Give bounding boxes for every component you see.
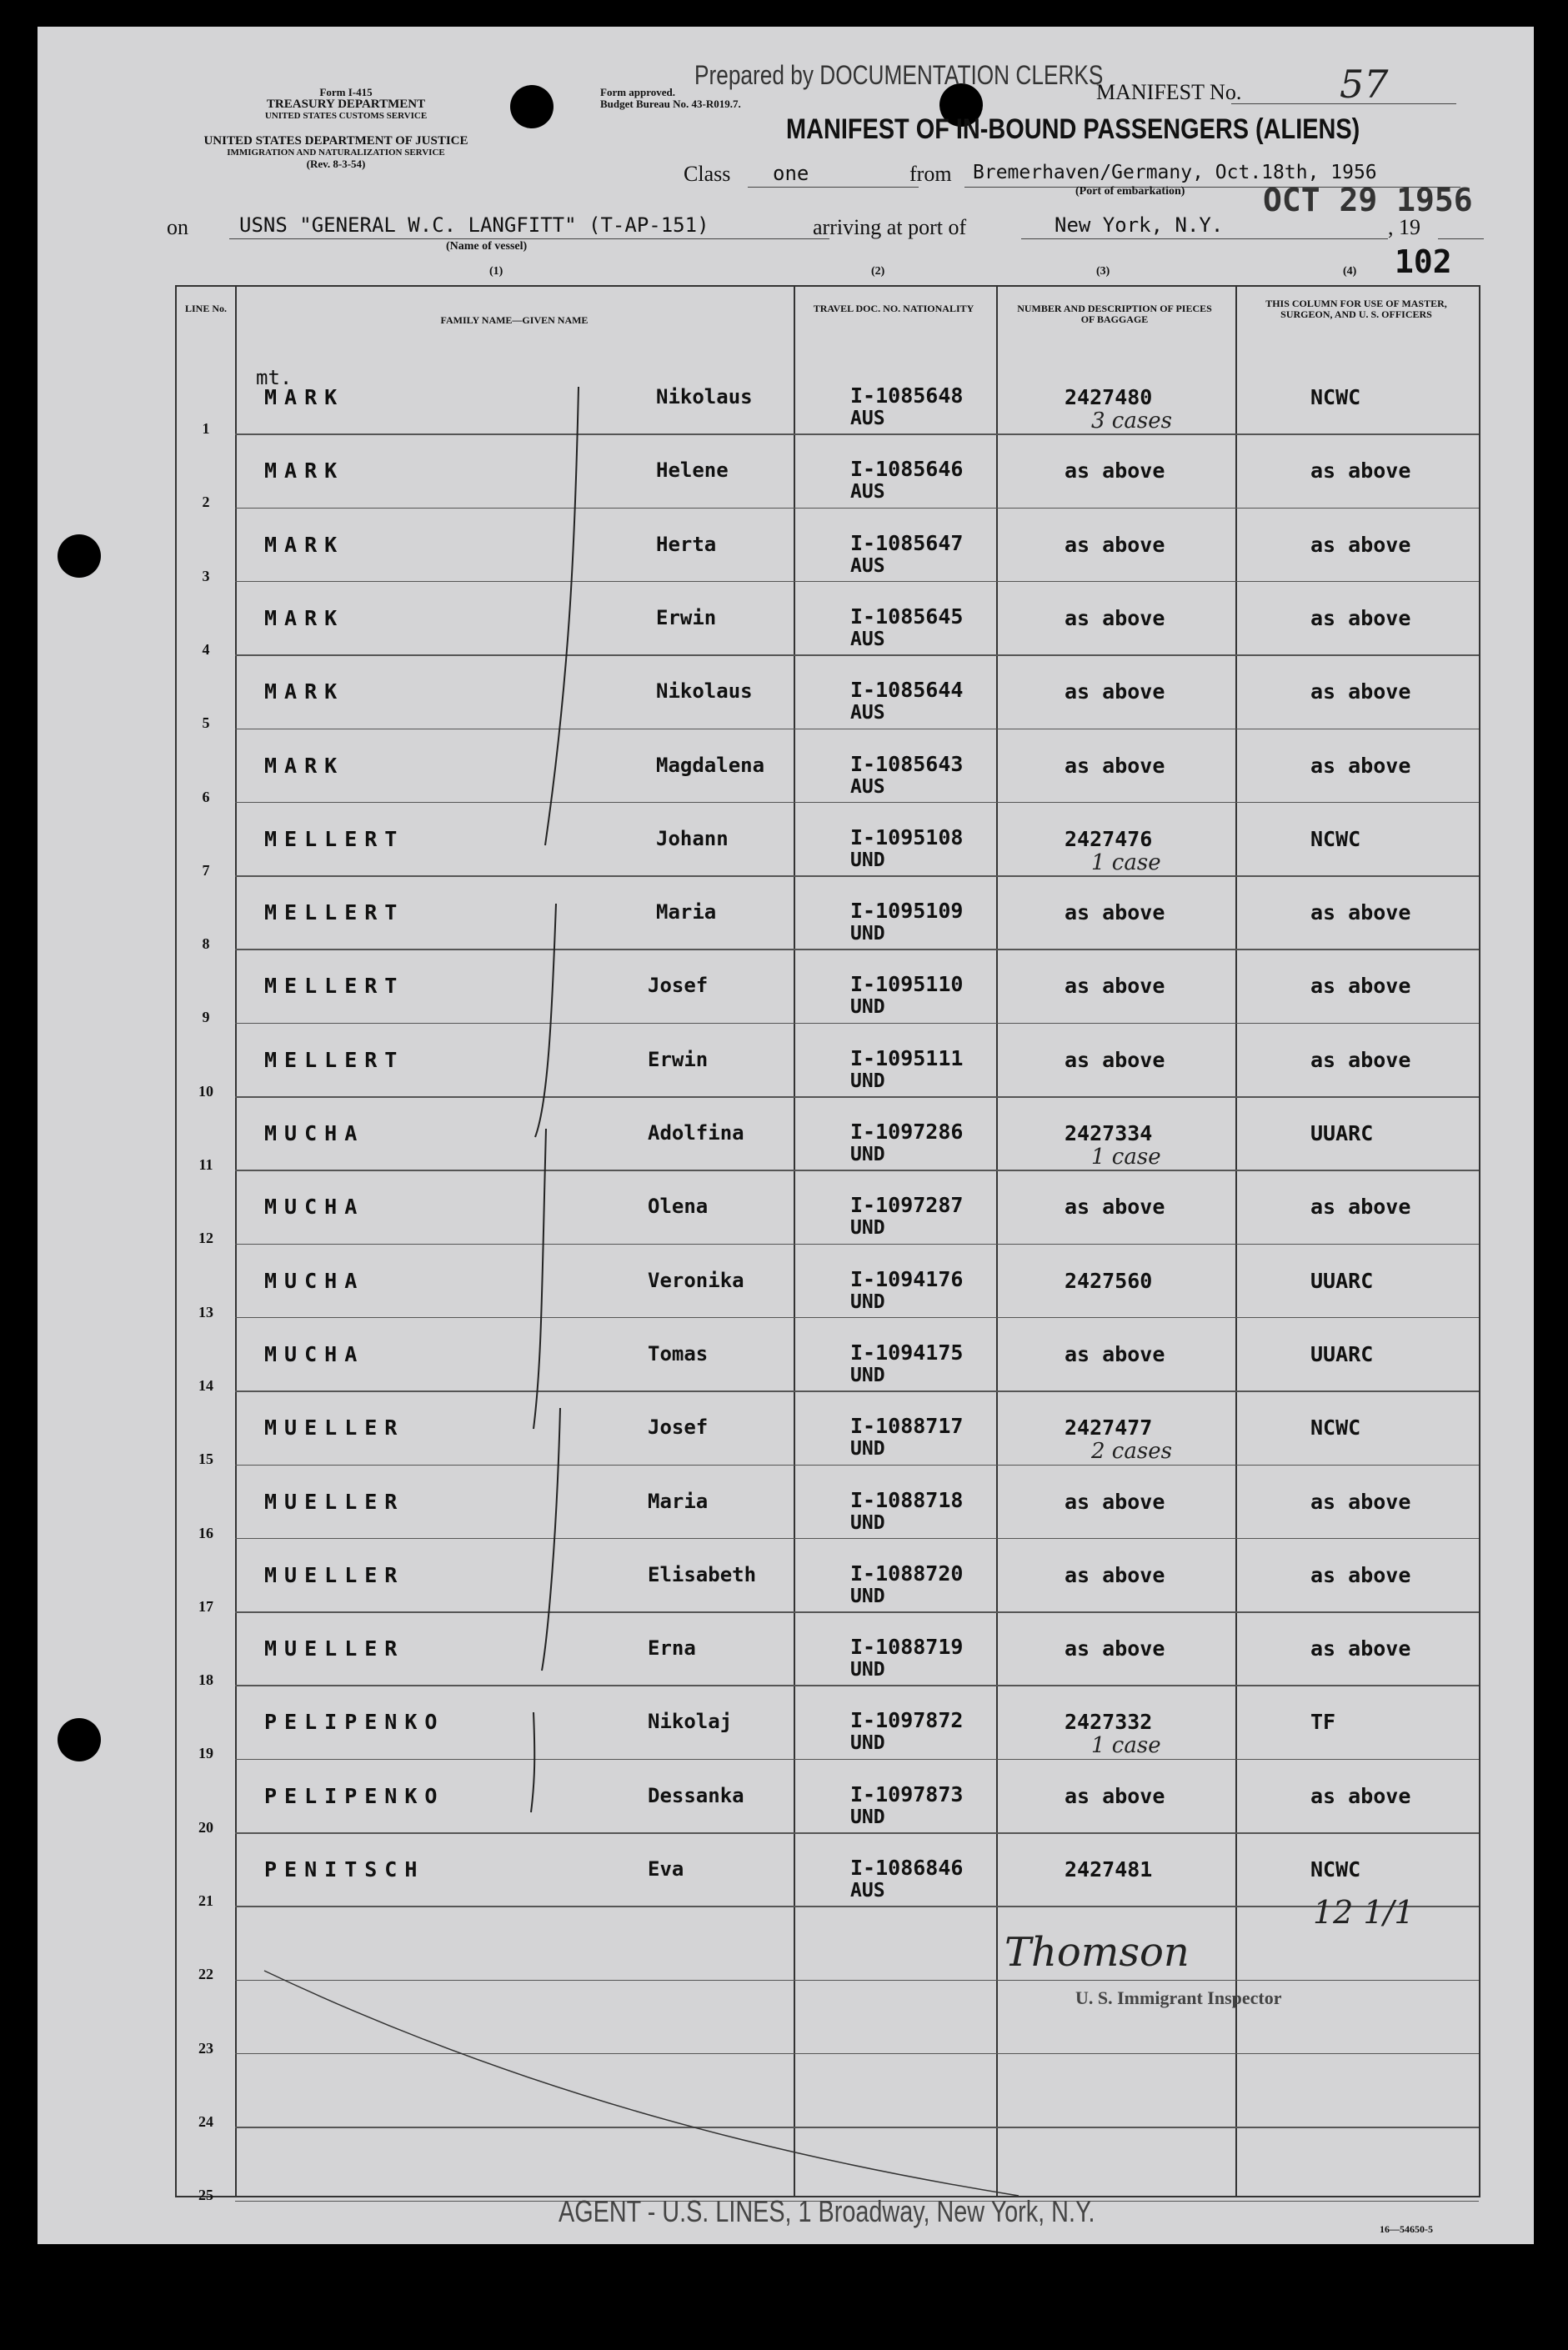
row-divider bbox=[235, 2053, 1479, 2055]
given-name: Erna bbox=[648, 1636, 696, 1661]
col-divider-line bbox=[235, 287, 237, 2196]
line-number: 18 bbox=[198, 1671, 213, 1689]
nationality: UND bbox=[850, 1585, 885, 1607]
nationality: UND bbox=[850, 1364, 885, 1386]
row-divider bbox=[235, 1611, 1479, 1613]
travel-doc-number: I-1085648 bbox=[850, 383, 964, 408]
travel-doc-number: I-1088720 bbox=[850, 1561, 964, 1586]
col-number-3: (3) bbox=[1096, 265, 1110, 278]
family-name: MARK bbox=[264, 679, 345, 704]
nationality: AUS bbox=[850, 554, 885, 577]
form-code: 16—54650-5 bbox=[1380, 2223, 1433, 2235]
given-name: Adolfina bbox=[648, 1121, 744, 1145]
line-number: 14 bbox=[198, 1376, 213, 1394]
officer-note: as above bbox=[1310, 679, 1411, 704]
baggage-note: 1 case bbox=[1091, 1145, 1161, 1170]
given-name: Johann bbox=[656, 826, 729, 850]
manifest-no-field bbox=[1231, 62, 1456, 107]
nationality: UND bbox=[850, 1290, 885, 1313]
arrival-port-field bbox=[1021, 212, 1388, 239]
baggage-number: 2427477 bbox=[1065, 1416, 1153, 1441]
given-name: Eva bbox=[648, 1857, 684, 1881]
line-number: 2 bbox=[202, 494, 210, 511]
punch-hole-left-2 bbox=[58, 1718, 101, 1761]
row-divider bbox=[235, 802, 1479, 804]
header-officers: THIS COLUMN FOR USE OF MASTER, SURGEON, AND U. S. OFFICERS bbox=[1265, 298, 1447, 320]
given-name: Josef bbox=[648, 1416, 709, 1440]
row-divider bbox=[235, 875, 1479, 877]
row-divider bbox=[235, 581, 1479, 583]
header-name: FAMILY NAME—GIVEN NAME bbox=[440, 314, 589, 326]
baggage-number: as above bbox=[1065, 1195, 1165, 1220]
officer-note: as above bbox=[1310, 532, 1411, 557]
row-divider bbox=[235, 2127, 1479, 2128]
line-number: 23 bbox=[198, 2039, 213, 2057]
travel-doc-number: I-1094175 bbox=[850, 1340, 964, 1365]
family-name: MARK bbox=[264, 605, 345, 630]
arrival-port-value: New York, N.Y. bbox=[1055, 213, 1224, 237]
vessel-field bbox=[229, 212, 829, 239]
baggage-number: as above bbox=[1065, 974, 1165, 999]
row-divider bbox=[235, 1685, 1479, 1686]
travel-doc-number: I-1097286 bbox=[850, 1120, 964, 1144]
nationality: UND bbox=[850, 1732, 885, 1755]
given-name: Magdalena bbox=[656, 753, 765, 777]
tally-mark: 12 1/1 bbox=[1313, 1894, 1415, 1931]
agent-stamp: AGENT - U.S. LINES, 1 Broadway, New York, N.Y. bbox=[559, 2194, 1095, 2228]
travel-doc-number: I-1097872 bbox=[850, 1708, 964, 1733]
budget-info: Form approved. Budget Bureau No. 43-R019.7. bbox=[600, 86, 741, 110]
row-divider bbox=[235, 1832, 1479, 1834]
on-label: on bbox=[167, 215, 188, 239]
date-stamp: OCT 29 1956 bbox=[1263, 182, 1473, 218]
row-divider bbox=[235, 1538, 1479, 1540]
family-name: MARK bbox=[264, 753, 345, 778]
family-name: MUELLER bbox=[264, 1416, 405, 1441]
row-divider bbox=[235, 1980, 1479, 1982]
nationality: UND bbox=[850, 1511, 885, 1534]
row-divider bbox=[235, 1317, 1479, 1319]
travel-doc-number: I-1095111 bbox=[850, 1045, 964, 1070]
family-name: MUCHA bbox=[264, 1121, 365, 1145]
nationality: AUS bbox=[850, 702, 885, 724]
nationality: UND bbox=[850, 923, 885, 945]
line-number: 11 bbox=[198, 1156, 213, 1173]
from-value: Bremerhaven/Germany, Oct.18th, 1956 bbox=[973, 162, 1377, 183]
from-label: from bbox=[909, 162, 952, 186]
baggage-number: as above bbox=[1065, 1341, 1165, 1366]
header-baggage: NUMBER AND DESCRIPTION OF PIECES OF BAGGAGE bbox=[1017, 303, 1212, 325]
punch-hole-top bbox=[510, 85, 554, 128]
officer-note: as above bbox=[1310, 1636, 1411, 1661]
officer-note: as above bbox=[1310, 1489, 1411, 1514]
family-name: MELLERT bbox=[264, 826, 405, 851]
nationality: AUS bbox=[850, 628, 885, 650]
baggage-note: 1 case bbox=[1091, 1733, 1161, 1759]
travel-doc-number: I-1085644 bbox=[850, 678, 964, 703]
page-number: 102 bbox=[1395, 243, 1452, 280]
family-name: MELLERT bbox=[264, 900, 405, 925]
officer-note: UUARC bbox=[1310, 1341, 1374, 1366]
given-name: Erwin bbox=[648, 1047, 709, 1071]
travel-doc-number: I-1097287 bbox=[850, 1193, 964, 1218]
year-field bbox=[1438, 212, 1484, 239]
nationality: AUS bbox=[850, 408, 885, 429]
bracket-mueller bbox=[542, 1408, 560, 1671]
baggage-number: 2427332 bbox=[1065, 1710, 1153, 1735]
given-name: Maria bbox=[648, 1489, 709, 1513]
travel-doc-number: I-1094176 bbox=[850, 1266, 964, 1291]
line-number: 15 bbox=[198, 1451, 213, 1468]
travel-doc-number: I-1095108 bbox=[850, 824, 964, 849]
officer-note: as above bbox=[1310, 605, 1411, 630]
line-number: 9 bbox=[202, 1009, 210, 1026]
baggage-number: 2427480 bbox=[1065, 385, 1153, 409]
line-number: 4 bbox=[202, 640, 210, 658]
nationality: UND bbox=[850, 1217, 885, 1240]
baggage-number: as above bbox=[1065, 1047, 1165, 1072]
manifest-no-label: MANIFEST No. bbox=[1096, 80, 1242, 104]
nationality: UND bbox=[850, 1070, 885, 1092]
nationality: UND bbox=[850, 1659, 885, 1681]
bracket-mellert bbox=[535, 904, 556, 1137]
officer-note: NCWC bbox=[1310, 826, 1361, 851]
nationality: UND bbox=[850, 996, 885, 1019]
line-number: 16 bbox=[198, 1524, 213, 1541]
col-number-2: (2) bbox=[871, 265, 885, 278]
diagonal-strike bbox=[264, 1971, 1019, 2196]
nationality: UND bbox=[850, 1806, 885, 1828]
line-number: 24 bbox=[198, 2112, 213, 2130]
baggage-number: as above bbox=[1065, 605, 1165, 630]
line-number: 22 bbox=[198, 1966, 213, 1983]
year-prefix: , 19 bbox=[1388, 215, 1420, 239]
baggage-number: 2427334 bbox=[1065, 1121, 1153, 1145]
family-name: MUELLER bbox=[264, 1489, 405, 1514]
given-name: Erwin bbox=[656, 605, 717, 629]
col-divider-baggage bbox=[1235, 287, 1237, 2196]
travel-doc-number: I-1085645 bbox=[850, 604, 964, 629]
row-divider bbox=[235, 433, 1479, 435]
row-divider bbox=[235, 1170, 1479, 1171]
officer-note: as above bbox=[1310, 974, 1411, 999]
line-number: 7 bbox=[202, 861, 210, 879]
given-name: Maria bbox=[656, 900, 717, 924]
arriving-label: arriving at port of bbox=[813, 215, 967, 239]
line-number: 21 bbox=[198, 1892, 213, 1909]
bracket-mark bbox=[545, 387, 579, 845]
line-number: 6 bbox=[202, 788, 210, 805]
prepared-stamp: Prepared by DOCUMENTATION CLERKS bbox=[694, 60, 1104, 90]
travel-doc-number: I-1086846 bbox=[850, 1856, 964, 1880]
baggage-number: 2427481 bbox=[1065, 1857, 1153, 1882]
baggage-number: as above bbox=[1065, 1783, 1165, 1808]
family-brackets bbox=[177, 287, 1479, 2196]
officer-note: TF bbox=[1310, 1710, 1336, 1735]
punch-hole-left-1 bbox=[58, 534, 101, 578]
family-name: MARK bbox=[264, 458, 345, 484]
line-number: 1 bbox=[202, 420, 210, 437]
given-name: Herta bbox=[656, 532, 717, 556]
travel-doc-number: I-1097873 bbox=[850, 1781, 964, 1806]
officer-note: as above bbox=[1310, 1047, 1411, 1072]
family-name: MUELLER bbox=[264, 1562, 405, 1587]
class-field bbox=[748, 160, 919, 188]
baggage-number: as above bbox=[1065, 532, 1165, 557]
travel-doc-number: I-1095110 bbox=[850, 972, 964, 997]
baggage-number: as above bbox=[1065, 458, 1165, 484]
travel-doc-number: I-1085643 bbox=[850, 751, 964, 776]
col-divider-name bbox=[794, 287, 795, 2196]
officer-note: UUARC bbox=[1310, 1268, 1374, 1293]
baggage-number: as above bbox=[1065, 679, 1165, 704]
family-name: MELLERT bbox=[264, 1047, 405, 1072]
inspector-caption: U. S. Immigrant Inspector bbox=[1075, 1987, 1282, 2008]
family-name: MUCHA bbox=[264, 1341, 365, 1366]
officer-note: as above bbox=[1310, 1783, 1411, 1808]
nationality: AUS bbox=[850, 775, 885, 798]
row-divider bbox=[235, 1244, 1479, 1245]
line-number: 20 bbox=[198, 1818, 213, 1836]
nationality: AUS bbox=[850, 1880, 885, 1902]
officer-note: as above bbox=[1310, 900, 1411, 925]
baggage-note: 2 cases bbox=[1091, 1439, 1172, 1465]
row-divider bbox=[235, 654, 1479, 656]
travel-doc-number: I-1095109 bbox=[850, 899, 964, 924]
family-name: MUELLER bbox=[264, 1636, 405, 1661]
form-info: Form I-415 TREASURY DEPARTMENT UNITED STATES CUSTOMS SERVICE bbox=[264, 86, 428, 121]
given-name: Helene bbox=[656, 458, 729, 483]
officer-note: as above bbox=[1310, 458, 1411, 484]
col-divider-doc bbox=[996, 287, 998, 2196]
justice-info: UNITED STATES DEPARTMENT OF JUSTICE IMMIGRATION AND NATURALIZATION SERVICE (Rev. 8-3-54) bbox=[203, 134, 468, 170]
line-number: 10 bbox=[198, 1082, 213, 1100]
officer-note: NCWC bbox=[1310, 385, 1361, 409]
baggage-number: as above bbox=[1065, 900, 1165, 925]
passenger-table bbox=[175, 285, 1480, 2204]
line-number: 13 bbox=[198, 1303, 213, 1320]
line-number: 5 bbox=[202, 714, 210, 732]
inspector-signature: Thomson bbox=[1004, 1929, 1190, 1976]
family-name: MARK bbox=[264, 532, 345, 557]
baggage-note: 3 cases bbox=[1091, 408, 1172, 433]
manifest-no-value: 57 bbox=[1340, 62, 1389, 107]
given-name: Veronika bbox=[648, 1268, 744, 1292]
family-name: MUCHA bbox=[264, 1268, 365, 1293]
officer-note: UUARC bbox=[1310, 1121, 1374, 1145]
family-name: PELIPENKO bbox=[264, 1710, 445, 1735]
mt-note: mt. bbox=[256, 366, 293, 389]
row-divider bbox=[235, 949, 1479, 950]
line-number: 3 bbox=[202, 567, 210, 584]
given-name: Nikolaus bbox=[656, 679, 753, 704]
officer-note: NCWC bbox=[1310, 1416, 1361, 1441]
port-caption: (Port of embarkation) bbox=[1075, 185, 1185, 198]
header-travel-doc: TRAVEL DOC. NO. NATIONALITY bbox=[813, 303, 974, 314]
baggage-number: as above bbox=[1065, 1562, 1165, 1587]
given-name: Olena bbox=[648, 1195, 709, 1219]
row-divider bbox=[235, 1023, 1479, 1025]
vessel-value: USNS "GENERAL W.C. LANGFITT" (T-AP-151) bbox=[239, 213, 709, 237]
given-name: Tomas bbox=[648, 1341, 709, 1365]
given-name: Nikolaj bbox=[648, 1710, 733, 1734]
nationality: AUS bbox=[850, 481, 885, 504]
given-name: Elisabeth bbox=[648, 1562, 757, 1586]
travel-doc-number: I-1088719 bbox=[850, 1635, 964, 1660]
family-name: PENITSCH bbox=[264, 1857, 425, 1882]
travel-doc-number: I-1085646 bbox=[850, 457, 964, 482]
col-number-1: (1) bbox=[489, 265, 503, 278]
family-name: MARK bbox=[264, 385, 345, 409]
bracket-mucha bbox=[534, 1129, 546, 1429]
officer-note: as above bbox=[1310, 753, 1411, 778]
manifest-title: MANIFEST OF IN-BOUND PASSENGERS (ALIENS) bbox=[786, 113, 1360, 145]
bracket-pelipenko bbox=[531, 1712, 534, 1812]
row-divider bbox=[235, 1759, 1479, 1761]
nationality: UND bbox=[850, 1144, 885, 1165]
baggage-number: as above bbox=[1065, 753, 1165, 778]
line-number: 25 bbox=[198, 2187, 213, 2204]
officer-note: as above bbox=[1310, 1195, 1411, 1220]
family-name: MELLERT bbox=[264, 974, 405, 999]
officer-note: NCWC bbox=[1310, 1857, 1361, 1882]
vessel-caption: (Name of vessel) bbox=[446, 240, 528, 253]
given-name: Dessanka bbox=[648, 1783, 744, 1807]
row-divider bbox=[235, 1096, 1479, 1098]
family-name: PELIPENKO bbox=[264, 1783, 445, 1808]
baggage-number: as above bbox=[1065, 1489, 1165, 1514]
baggage-number: 2427560 bbox=[1065, 1268, 1153, 1293]
row-divider bbox=[235, 508, 1479, 509]
nationality: UND bbox=[850, 1438, 885, 1461]
header-line-no: LINE No. bbox=[184, 303, 227, 314]
row-divider bbox=[235, 1906, 1479, 1907]
baggage-number: 2427476 bbox=[1065, 826, 1153, 851]
row-divider bbox=[235, 1465, 1479, 1466]
given-name: Josef bbox=[648, 974, 709, 998]
line-number: 12 bbox=[198, 1230, 213, 1247]
travel-doc-number: I-1088718 bbox=[850, 1487, 964, 1512]
col-number-4: (4) bbox=[1343, 265, 1357, 278]
travel-doc-number: I-1085647 bbox=[850, 530, 964, 555]
travel-doc-number: I-1088717 bbox=[850, 1414, 964, 1439]
line-number: 8 bbox=[202, 935, 210, 953]
row-divider bbox=[235, 729, 1479, 730]
row-divider bbox=[235, 1390, 1479, 1392]
class-value: one bbox=[773, 162, 809, 185]
manifest-page bbox=[38, 27, 1534, 2244]
given-name: Nikolaus bbox=[656, 385, 753, 408]
line-number: 17 bbox=[198, 1597, 213, 1615]
family-name: MUCHA bbox=[264, 1195, 365, 1220]
class-label: Class bbox=[684, 162, 731, 186]
baggage-number: as above bbox=[1065, 1636, 1165, 1661]
nationality: UND bbox=[850, 849, 885, 871]
baggage-note: 1 case bbox=[1091, 849, 1161, 875]
officer-note: as above bbox=[1310, 1562, 1411, 1587]
line-number: 19 bbox=[198, 1745, 213, 1762]
